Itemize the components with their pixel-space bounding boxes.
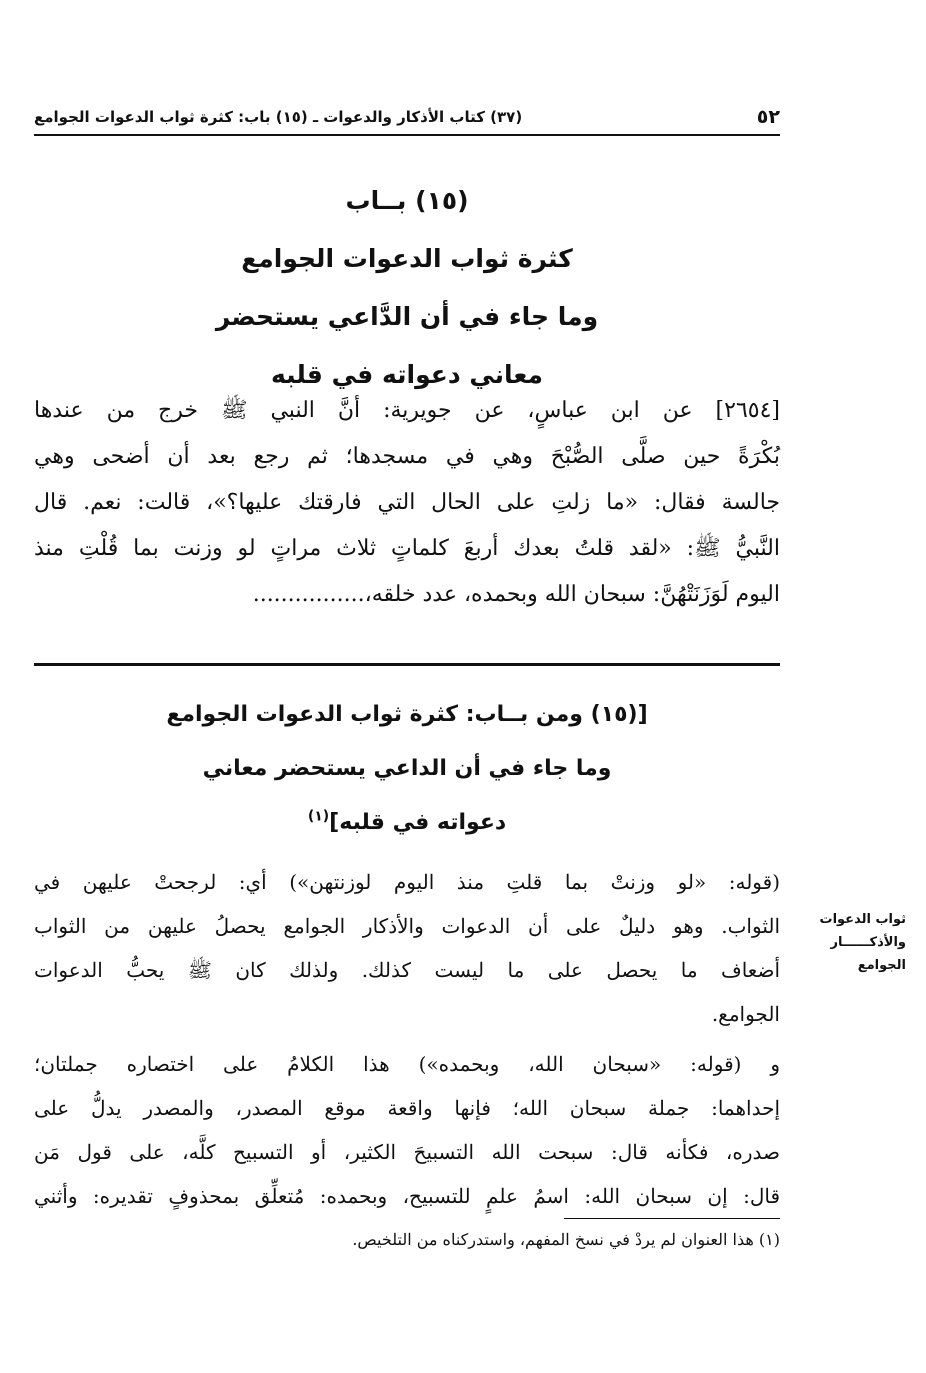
hadith-line: جالسة فقال: «ما زلتِ على الحال التي فارقتك عليها؟»، قالت: نعم. قال (34, 490, 780, 515)
footnote-rule (564, 1218, 780, 1219)
margin-note-line: ثواب الدعوات (819, 912, 906, 927)
page-number: ٥٢ (756, 106, 780, 128)
running-title: (٣٧) كتاب الأذكار والدعوات ـ (١٥) باب: كثرة ثواب الدعوات الجوامع (34, 108, 523, 126)
section-divider (34, 663, 780, 666)
margin-note-line: الجوامع (857, 958, 906, 973)
margin-note (806, 908, 906, 977)
commentary-heading-line-last (34, 796, 780, 850)
commentary-line: إحداهما: جملة سبحان الله؛ فإنها واقعة موقع المصدر، والمصدر يدلُّ على (34, 1096, 780, 1120)
commentary-line: الجوامع. (711, 1002, 780, 1026)
commentary-line: و (قوله: «سبحان الله، وبحمده») هذا الكلامُ على اختصاره جملتان؛ (34, 1052, 780, 1076)
footnote: (١) هذا العنوان لم يردْ في نسخ المفهم، واستدركناه من التلخيص. (352, 1230, 780, 1249)
commentary-line: الثواب. وهو دليلٌ على أن الدعوات والأذكار الجوامع يحصلُ عليهن من الثواب (34, 914, 780, 938)
hadith-line: النَّبيُّ ﷺ: «لقد قلتُ بعدك أربعَ كلماتٍ ثلاث مراتٍ لو وزنت بما قُلْتِ منذ (34, 536, 780, 561)
commentary-text (34, 860, 780, 1218)
hadith-line: [٢٦٥٤] عن ابن عباسٍ، عن جويرية: أنَّ النبي ﷺ خرج من عندها (34, 398, 780, 423)
commentary-heading-text: دعواته في قلبه] (329, 810, 507, 835)
commentary-line: (قوله: «لو وزنتْ بما قلتِ منذ اليوم لوزنتهن») أي: لرجحتْ عليهن في (34, 870, 780, 894)
chapter-title-line: وما جاء في أن الدَّاعي يستحضر (215, 302, 599, 331)
commentary-line: قال: إن سبحان الله: اسمُ علمٍ للتسبيح، وبحمده: مُتعلِّق بمحذوفٍ تقديره: وأثني (34, 1184, 780, 1208)
chapter-title-line: كثرة ثواب الدعوات الجوامع (241, 244, 573, 273)
running-header (34, 100, 780, 136)
commentary-line: صدره، فكأنه قال: سبحت الله التسبيحَ الكثير، أو التسبيح كلَّه، على قول مَن (34, 1140, 780, 1164)
chapter-title-line: معاني دعواته في قلبه (270, 360, 544, 389)
commentary-heading (34, 688, 780, 850)
hadith-line: بُكْرَةً حين صلَّى الصُّبْحَ وهي في مسجدها؛ ثم رجع بعد أن أضحى وهي (34, 444, 780, 469)
commentary-line: أضعاف ما يحصل على ما ليست كذلك. ولذلك كان ﷺ يحبُّ الدعوات (34, 958, 780, 982)
commentary-heading-line: وما جاء في أن الداعي يستحضر معاني (202, 756, 612, 781)
commentary-heading-line: [(١٥) ومن بــاب: كثرة ثواب الدعوات الجوامع (166, 702, 648, 727)
footnote-reference: (١) (307, 808, 330, 825)
chapter-number: (١٥) بــاب (345, 186, 469, 215)
hadith-line: اليوم لَوَزَنَتْهُنَّ: سبحان الله وبحمده، عدد خلقه،................ (252, 582, 780, 607)
margin-note-line: والأذكــــــار (830, 935, 906, 950)
hadith-text (34, 388, 780, 618)
chapter-heading (34, 172, 780, 404)
